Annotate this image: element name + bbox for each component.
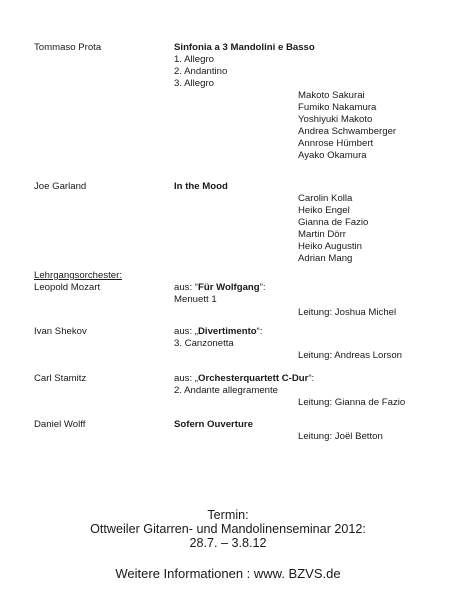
seminar-dates: 28.7. – 3.8.12 bbox=[189, 536, 267, 550]
performer-name: Yoshiyuki Makoto bbox=[298, 114, 373, 125]
movement-item: 3. Canzonetta bbox=[174, 338, 234, 349]
work-title: Divertimento bbox=[198, 326, 257, 337]
performer-name: Heiko Engel bbox=[298, 205, 350, 216]
composer-name: Daniel Wolff bbox=[34, 419, 86, 430]
movement-item: 1. Allegro bbox=[174, 54, 215, 65]
performer-name: Martin Dörr bbox=[298, 229, 346, 240]
seminar-title: Ottweiler Gitarren- und Mandolinenseminar 2012: bbox=[90, 522, 366, 536]
composer-name: Ivan Shekov bbox=[34, 326, 87, 337]
performer-name: Carolin Kolla bbox=[298, 193, 353, 204]
work-suffix: ”: bbox=[259, 282, 266, 293]
composer-name: Carl Stamitz bbox=[34, 373, 87, 384]
conductor-line: Leitung: Andreas Lorson bbox=[298, 350, 403, 361]
performer-name: Heiko Augustin bbox=[298, 241, 362, 252]
movement-item: 2. Andante allegramente bbox=[174, 385, 279, 396]
work-title: In the Mood bbox=[174, 181, 228, 192]
performer-name: Fumiko Nakamura bbox=[298, 102, 377, 113]
performer-name: Andrea Schwamberger bbox=[298, 126, 397, 137]
info-line: Weitere Informationen : www. BZVS.de bbox=[115, 566, 341, 581]
performer-name: Gianna de Fazio bbox=[298, 217, 369, 228]
work-title: Sinfonia a 3 Mandolini e Basso bbox=[174, 42, 315, 53]
performer-name: Makoto Sakurai bbox=[298, 90, 365, 101]
composer-name: Leopold Mozart bbox=[34, 282, 101, 293]
work-line bbox=[174, 326, 263, 338]
performer-name: Annrose Hümbert bbox=[298, 138, 374, 149]
orchestra-heading: Lehrgangsorchester: bbox=[34, 270, 122, 281]
work-title: Orchesterquartett C-Dur bbox=[198, 373, 309, 384]
work-line bbox=[174, 282, 266, 294]
work-line bbox=[174, 373, 314, 385]
performer-name: Ayako Okamura bbox=[298, 150, 367, 161]
work-suffix: “: bbox=[256, 326, 263, 337]
work-prefix: aus: „ bbox=[174, 373, 198, 384]
work-title: Für Wolfgang bbox=[198, 282, 260, 293]
work-title: Sofern Ouverture bbox=[174, 419, 253, 430]
movement-item: 2. Andantino bbox=[174, 66, 228, 77]
performer-name: Adrian Mang bbox=[298, 253, 353, 264]
composer-name: Tommaso Prota bbox=[34, 42, 102, 53]
conductor-line: Leitung: Joshua Michel bbox=[298, 307, 397, 318]
movement-item: 3. Allegro bbox=[174, 78, 215, 89]
movement-item: Menuett 1 bbox=[174, 294, 217, 305]
work-prefix: aus: „ bbox=[174, 326, 198, 337]
conductor-line: Leitung: Gianna de Fazio bbox=[298, 397, 406, 408]
work-suffix: “: bbox=[308, 373, 315, 384]
composer-name: Joe Garland bbox=[34, 181, 87, 192]
termin-label: Termin: bbox=[207, 508, 249, 522]
work-prefix: aus: “ bbox=[174, 282, 198, 293]
conductor-line: Leitung: Joël Betton bbox=[298, 431, 383, 442]
